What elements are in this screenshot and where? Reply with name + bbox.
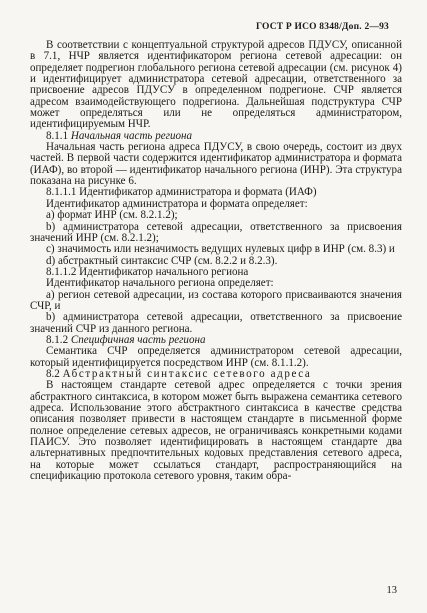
- list-item-a2: а) регион сетевой адресации, из состава которого присваиваются значения СЧР, и: [30, 288, 402, 312]
- paragraph-semantics: Семантика СЧР определяется администратором сетевой адресации, который идентифицируется посредством ИНР (см. 8.1.1.2).: [30, 345, 402, 369]
- list-item-c: с) значимость или незначимость ведущих нулевых цифр в ИНР (см. 8.3) и: [46, 243, 395, 256]
- paragraph-initial-part: Начальная часть региона адреса ПДУСУ, в свою очередь, состоит из двух частей. В первой части содержится идентификатор администратора и формата (ИАФ), во второй — идентификатор начального региона (ИНР). Эта структура показана на рисунке 6.: [30, 141, 402, 188]
- paragraph-abstract-syntax: В настоящем стандарте сетевой адрес определяется с точки зрения абстрактного синтаксиса, в котором может быть выражена семантика сетевого адреса. Использование этого абстрактного синтаксиса в качестве средства описания позволяет привести в настоящем стандарте в письменной форме полное определение сетевых адресов, не ограничиваясь конкретными кодами ПАИСУ. Это позволяет идентифицировать в настоящем стандарте два альтернативных предпочтительных кодовых представления сетевого адреса, на которые может ссылаться стандарт, распространяющийся на спецификацию протокола сетевого уровня, таким обра-: [30, 379, 402, 483]
- list-item-a: а) формат ИНР (см. 8.2.1.2);: [46, 209, 178, 222]
- heading-number: 8.1.1: [46, 129, 69, 142]
- page-body: [30, 40, 402, 482]
- list-item-d: d) абстрактный синтаксис СЧР (см. 8.2.2 и 8.2.3).: [46, 254, 278, 267]
- list-item-b: b) администратора сетевой адресации, ответственного за присвоения значений ИНР (см. 8.2.1.2);: [30, 220, 402, 244]
- heading-8-1-1-1: 8.1.1.1 Идентификатор администратора и формата (ИАФ): [46, 186, 317, 199]
- heading-title: Абстрактный синтаксис сетевого адреса: [62, 367, 312, 380]
- page-header: ГОСТ Р ИСО 8348/Доп. 2—93: [256, 22, 389, 32]
- paragraph-iaf-defines: Идентификатор администратора и формата определяет:: [46, 197, 308, 210]
- page-number: 13: [386, 585, 397, 596]
- heading-number: 8.1.2: [46, 333, 69, 346]
- heading-title: Начальная часть региона: [70, 129, 193, 142]
- list-item-b2: b) администратора сетевой адресации, ответственного за присвоение значений СЧР из данного региона.: [30, 311, 402, 335]
- heading-title: Специфичная часть региона: [70, 333, 206, 346]
- heading-number: 8.2: [46, 367, 60, 380]
- paragraph-inr-defines: Идентификатор начального региона определяет:: [46, 277, 274, 290]
- paragraph-intro: В соответствии с концептуальной структурой адресов ПДУСУ, описанной в 7.1, НЧР является идентификатором региона сетевой адресации: он определяет подрегион глобального региона сетевой адресации (см. рисунок 4) и идентифицирует администратора сетевой адресации, ответственного за присвоение адресов ПДУСУ в определенном подрегионе. СЧР является адресом взаимодействующего подрегиона. Дальнейшая подструктура СЧР может определяться или не определяться администратором, идентифицируемым НЧР.: [30, 39, 402, 131]
- heading-8-1-1-2: 8.1.1.2 Идентификатор начального региона: [46, 265, 249, 278]
